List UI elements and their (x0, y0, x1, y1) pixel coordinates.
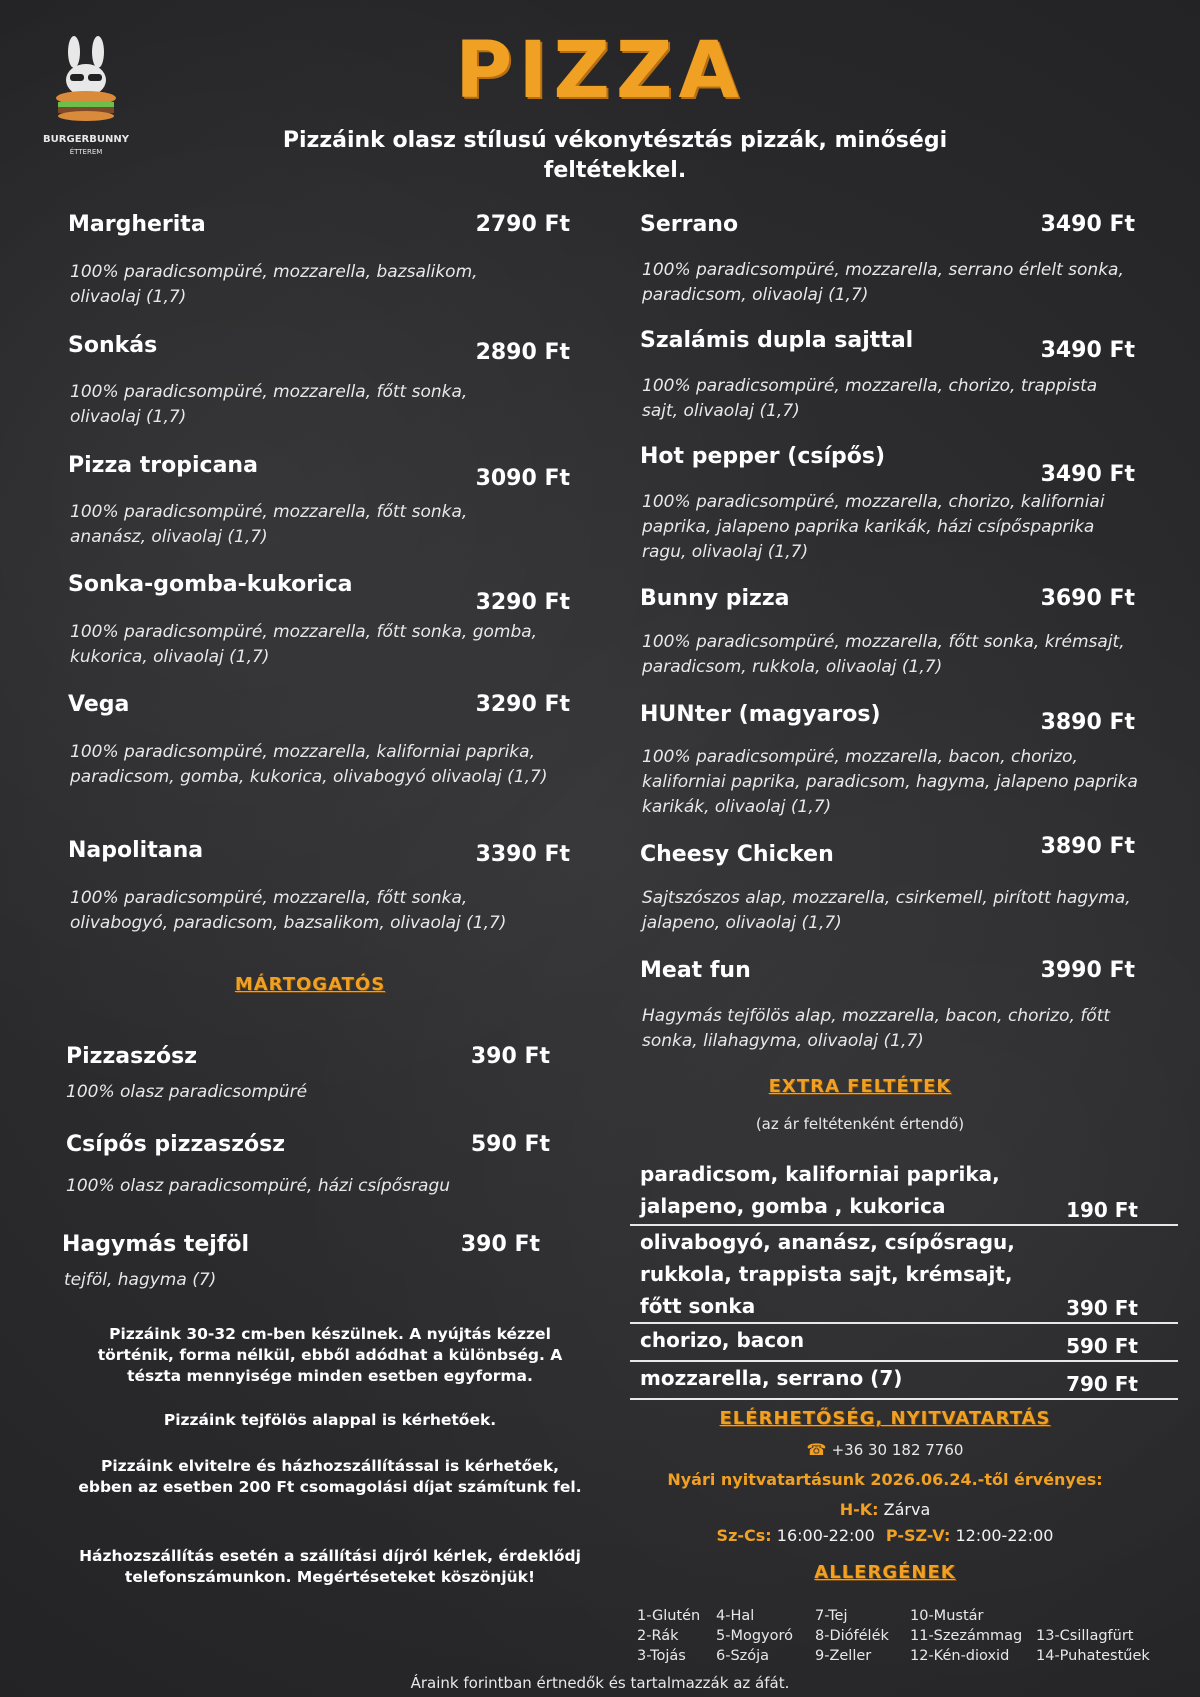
pizza-name: Cheesy Chicken (640, 842, 834, 867)
dip-name: Hagymás tejföl (62, 1232, 250, 1257)
pizza-desc: 100% paradicsompüré, mozzarella, bazsalikom, olivaolaj (1,7) (70, 262, 478, 307)
allergen-column (637, 1606, 700, 1666)
pizza-price: 3490 Ft (1040, 212, 1135, 237)
pizza-desc: 100% paradicsompüré, mozzarella, főtt sonka, krémsajt, paradicsom, rukkola, olivaolaj (1,7) (642, 632, 1125, 677)
hours-fri-sun-label: P-SZ-V: (885, 1526, 951, 1545)
pizza-desc: 100% paradicsompüré, mozzarella, chorizo, trappista sajt, olivaolaj (1,7) (642, 376, 1098, 421)
pizza-desc: 100% paradicsompüré, mozzarella, főtt sonka, gomba, kukorica, olivaolaj (1,7) (70, 622, 538, 667)
pizza-name: Margherita (68, 212, 206, 237)
extras-row (630, 1158, 1178, 1226)
hours-mon-tue-label: H-K: (839, 1500, 879, 1519)
pizza-desc: 100% paradicsompüré, mozzarella, főtt sonka, ananász, olivaolaj (1,7) (70, 502, 468, 547)
hours-wed-thu-label: Sz-Cs: (716, 1526, 772, 1545)
pizza-price: 3690 Ft (1040, 586, 1135, 611)
pizza-desc: 100% paradicsompüré, mozzarella, főtt sonka, olivaolaj (1,7) (70, 382, 468, 427)
note-takeaway: Pizzáink elvitelre és házhozszállítással is kérhetőek, ebben az esetben 200 Ft csomagolási díjat számítunk fel. (78, 1457, 582, 1496)
allergen-item (1036, 1606, 1150, 1626)
dip-desc: 100% olasz paradicsompüré (66, 1082, 308, 1102)
dip-price: 390 Ft (470, 1044, 550, 1069)
hours-wed-thu-value: 16:00-22:00 (776, 1526, 875, 1545)
dips-heading: MÁRTOGATÓS (234, 974, 386, 995)
summer-hours-title: Nyári nyitvatartásunk 2026.06.24.-től érvényes: (667, 1470, 1103, 1489)
pizza-price: 3890 Ft (1040, 710, 1135, 735)
pizza-price: 3290 Ft (475, 692, 570, 717)
hours-mon-tue (650, 1500, 1120, 1519)
pizza-desc: 100% paradicsompüré, mozzarella, chorizo, kaliforniai paprika, jalapeno paprika karikák, házi csípőspaprika ragu, olivaolaj (1,7) (642, 492, 1105, 562)
hours-mon-tue-value: Zárva (883, 1500, 931, 1519)
dip-name: Csípős pizzaszósz (66, 1132, 286, 1157)
hours-week (650, 1526, 1120, 1545)
allergen-item: 11-Szezámmag (910, 1628, 1023, 1644)
pizza-price: 3290 Ft (475, 590, 570, 615)
pizza-price: 3490 Ft (1040, 462, 1135, 487)
extras-row (630, 1324, 1178, 1362)
extras-heading: EXTRA FELTÉTEK (768, 1076, 952, 1097)
hours-fri-sun-value: 12:00-22:00 (955, 1526, 1054, 1545)
extras-row-line: főtt sonka (640, 1294, 756, 1318)
phone-row (650, 1440, 1120, 1459)
extras-row (630, 1226, 1178, 1324)
pizza-name: Bunny pizza (640, 586, 790, 611)
allergen-item: 8-Diófélék (815, 1628, 889, 1644)
extras-row-price: 190 Ft (1066, 1198, 1138, 1222)
allergen-item: 13-Csillagfürt (1036, 1628, 1134, 1644)
allergen-column (1036, 1606, 1150, 1666)
note-sourcecream: Pizzáink tejfölös alappal is kérhetőek. (163, 1411, 497, 1429)
extras-row (630, 1362, 1178, 1400)
pizza-price: 3990 Ft (1040, 958, 1135, 983)
allergen-item: 7-Tej (815, 1608, 848, 1624)
intro-text: Pizzáink olasz stílusú vékonytésztás pizzák, minőségi feltétekkel. (282, 128, 948, 183)
allergen-item: 5-Mogyoró (716, 1628, 794, 1644)
pizza-name: Sonkás (68, 333, 158, 358)
allergen-item: 3-Tojás (637, 1648, 686, 1664)
extras-row-price: 390 Ft (1066, 1296, 1138, 1320)
pizza-desc: 100% paradicsompüré, mozzarella, kaliforniai paprika, paradicsom, gomba, kukorica, olivabogyó olivaolaj (1,7) (70, 742, 548, 787)
pizza-price: 3890 Ft (1040, 834, 1135, 859)
allergen-item: 4-Hal (716, 1608, 755, 1624)
pizza-price: 3390 Ft (475, 842, 570, 867)
note-size: Pizzáink 30-32 cm-ben készülnek. A nyújtás kézzel történik, forma nélkül, ebből adódhat a különbség. A tészta mennyisége minden esetben egyforma. (97, 1325, 563, 1385)
pizza-name: Serrano (640, 212, 739, 237)
pizza-name: Sonka-gomba-kukorica (68, 572, 353, 597)
phone-number[interactable]: +36 30 182 7760 (831, 1441, 964, 1459)
pizza-desc: 100% paradicsompüré, mozzarella, főtt sonka, olivabogyó, paradicsom, bazsalikom, olivaolaj (1,7) (70, 888, 507, 933)
extras-row-line: olivabogyó, ananász, csípősragu, (640, 1230, 1015, 1254)
logo-brand-text: BURGERBUNNY (43, 134, 129, 145)
pizza-price: 2890 Ft (475, 340, 570, 365)
allergen-item: 12-Kén-dioxid (910, 1648, 1010, 1664)
pizza-name: Napolitana (68, 838, 204, 863)
allergen-column (815, 1606, 889, 1666)
dip-price: 590 Ft (470, 1132, 550, 1157)
footer-vat-note: Áraink forintban értnedők és tartalmazzák az áfát. (410, 1674, 790, 1692)
extras-row-line: jalapeno, gomba , kukorica (640, 1194, 946, 1218)
extras-row-line: rukkola, trappista sajt, krémsajt, (640, 1262, 1013, 1286)
pizza-name: Vega (68, 692, 130, 717)
page-title: PIZZA (455, 26, 745, 116)
pizza-desc: 100% paradicsompüré, mozzarella, bacon, chorizo, kaliforniai paprika, paradicsom, hagyma, jalapeno paprika karikák, olivaolaj (1,7) (642, 747, 1138, 817)
pizza-desc: Hagymás tejfölös alap, mozzarella, bacon, chorizo, főtt sonka, lilahagyma, olivaolaj (1,7) (642, 1006, 1111, 1051)
allergens-heading: ALLERGÉNEK (814, 1562, 956, 1583)
allergen-column (716, 1606, 793, 1666)
dip-desc: 100% olasz paradicsompüré, házi csípősragu (66, 1176, 451, 1196)
extras-row-line: chorizo, bacon (640, 1328, 805, 1352)
extras-row-price: 790 Ft (1066, 1372, 1138, 1396)
extras-subtitle: (az ár feltétenként értendő) (755, 1115, 965, 1133)
allergen-item: 1-Glutén (637, 1608, 701, 1624)
pizza-desc: 100% paradicsompüré, mozzarella, serrano érlelt sonka, paradicsom, olivaolaj (1,7) (642, 260, 1124, 305)
allergen-column (910, 1606, 1022, 1666)
pizza-name: Hot pepper (csípős) (640, 444, 886, 469)
allergen-item: 14-Puhatestűek (1036, 1648, 1150, 1664)
contact-heading: ELÉRHETŐSÉG, NYITVATARTÁS (719, 1408, 1051, 1429)
allergen-item: 6-Szója (716, 1648, 770, 1664)
extras-row-line: mozzarella, serrano (7) (640, 1366, 903, 1390)
phone-icon: ☎ (806, 1440, 827, 1459)
allergen-item: 2-Rák (637, 1628, 679, 1644)
dip-price: 390 Ft (460, 1232, 540, 1257)
pizza-name: Meat fun (640, 958, 751, 983)
pizza-price: 3090 Ft (475, 466, 570, 491)
pizza-name: HUNter (magyaros) (640, 702, 881, 727)
pizza-name: Pizza tropicana (68, 453, 258, 478)
dip-desc: tejföl, hagyma (7) (64, 1270, 217, 1290)
pizza-name: Szalámis dupla sajttal (640, 328, 914, 353)
note-delivery: Házhozszállítás esetén a szállítási díjról kérlek, érdeklődj telefonszámunkon. Megértéseteket köszönjük! (79, 1547, 581, 1586)
extras-row-price: 590 Ft (1066, 1334, 1138, 1358)
extras-row-line: paradicsom, kaliforniai paprika, (640, 1162, 1000, 1186)
pizza-price: 2790 Ft (475, 212, 570, 237)
allergen-item: 10-Mustár (910, 1608, 984, 1624)
logo-sub-text: ÉTTEREM (69, 148, 103, 156)
allergen-item: 9-Zeller (815, 1648, 872, 1664)
pizza-desc: Sajtszószos alap, mozzarella, csirkemell, pirított hagyma, jalapeno, olivaolaj (1,7) (642, 888, 1131, 933)
dip-name: Pizzaszósz (66, 1044, 198, 1069)
pizza-price: 3490 Ft (1040, 338, 1135, 363)
